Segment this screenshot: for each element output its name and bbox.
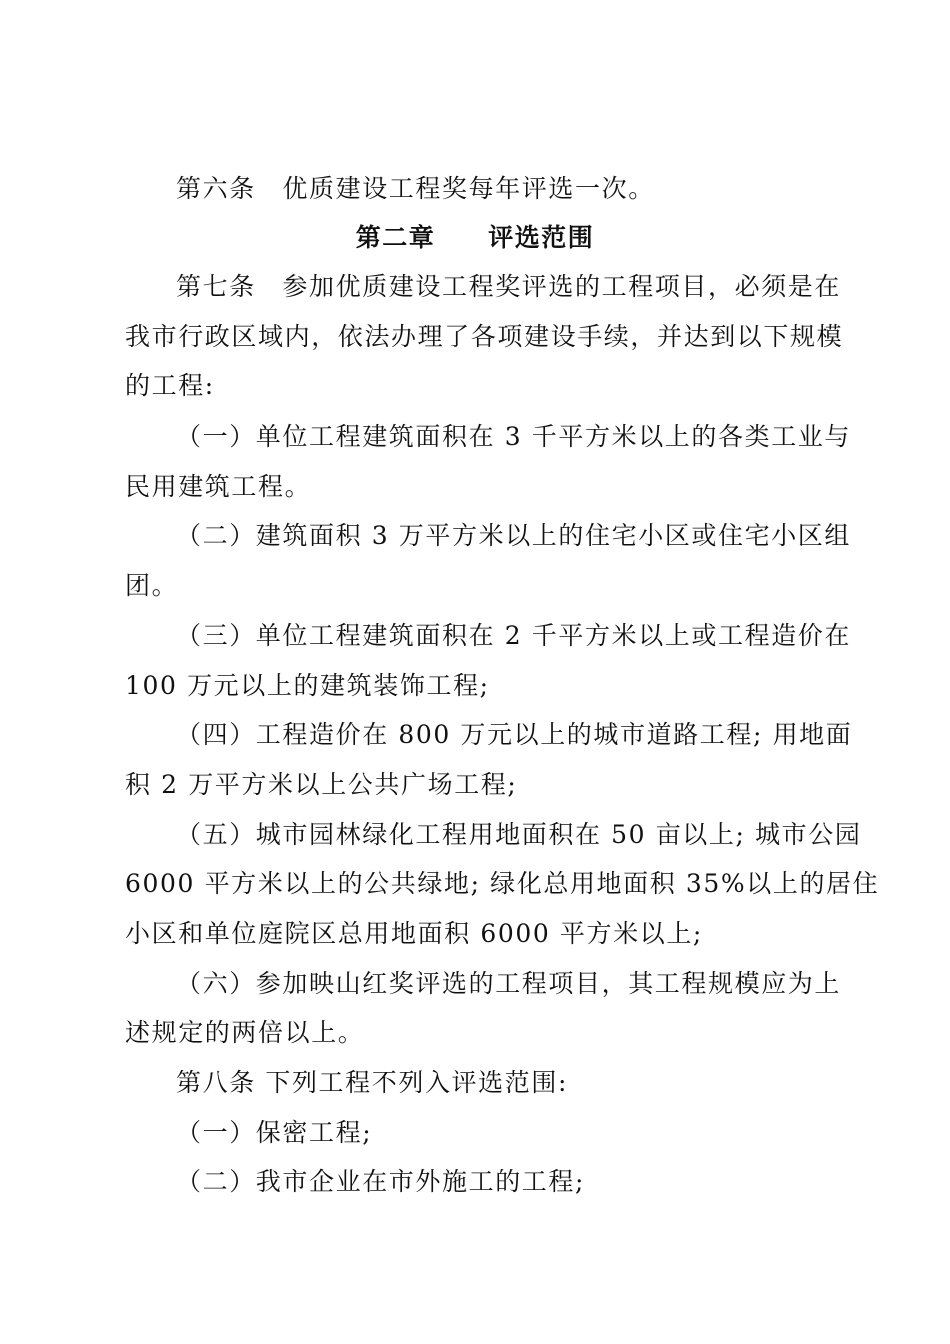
item-2-line-2: 团。 xyxy=(125,571,179,600)
item-5-line-1: （五）城市园林绿化工程用地面积在 50 亩以上; 城市公园 xyxy=(176,820,862,849)
item-5-line-3: 小区和单位庭院区总用地面积 6000 平方米以上; xyxy=(125,919,703,948)
article-8-line-1: 第八条 下列工程不列入评选范围: xyxy=(176,1068,568,1097)
item-2-line-1: （二）建筑面积 3 万平方米以上的住宅小区或住宅小区组 xyxy=(176,521,852,550)
article-7-line-3: 的工程: xyxy=(125,371,215,400)
item-6-line-2: 述规定的两倍以上。 xyxy=(125,1018,365,1047)
item-3-line-1: （三）单位工程建筑面积在 2 千平方米以上或工程造价在 xyxy=(176,621,852,650)
item-6-line-1: （六）参加映山红奖评选的工程项目，其工程规模应为上 xyxy=(176,969,842,998)
item-3-line-2: 100 万元以上的建筑装饰工程; xyxy=(125,671,490,700)
article-8-item-1: （一）保密工程; xyxy=(176,1118,373,1147)
article-7-line-2: 我市行政区域内，依法办理了各项建设手续，并达到以下规模 xyxy=(125,322,844,351)
item-4-line-2: 积 2 万平方米以上公共广场工程; xyxy=(125,770,518,799)
item-4-line-1: （四）工程造价在 800 万元以上的城市道路工程; 用地面 xyxy=(176,720,853,749)
item-1-line-1: （一）单位工程建筑面积在 3 千平方米以上的各类工业与 xyxy=(176,422,852,451)
article-6: 第六条 优质建设工程奖每年评选一次。 xyxy=(176,174,655,203)
item-5-line-2: 6000 平方米以上的公共绿地; 绿化总用地面积 35%以上的居住 xyxy=(125,869,880,898)
chapter-heading: 第二章 评选范围 xyxy=(355,223,595,252)
item-1-line-2: 民用建筑工程。 xyxy=(125,472,312,501)
article-7-line-1: 第七条 参加优质建设工程奖评选的工程项目，必须是在 xyxy=(176,272,842,301)
article-8-item-2: （二）我市企业在市外施工的工程; xyxy=(176,1167,586,1196)
